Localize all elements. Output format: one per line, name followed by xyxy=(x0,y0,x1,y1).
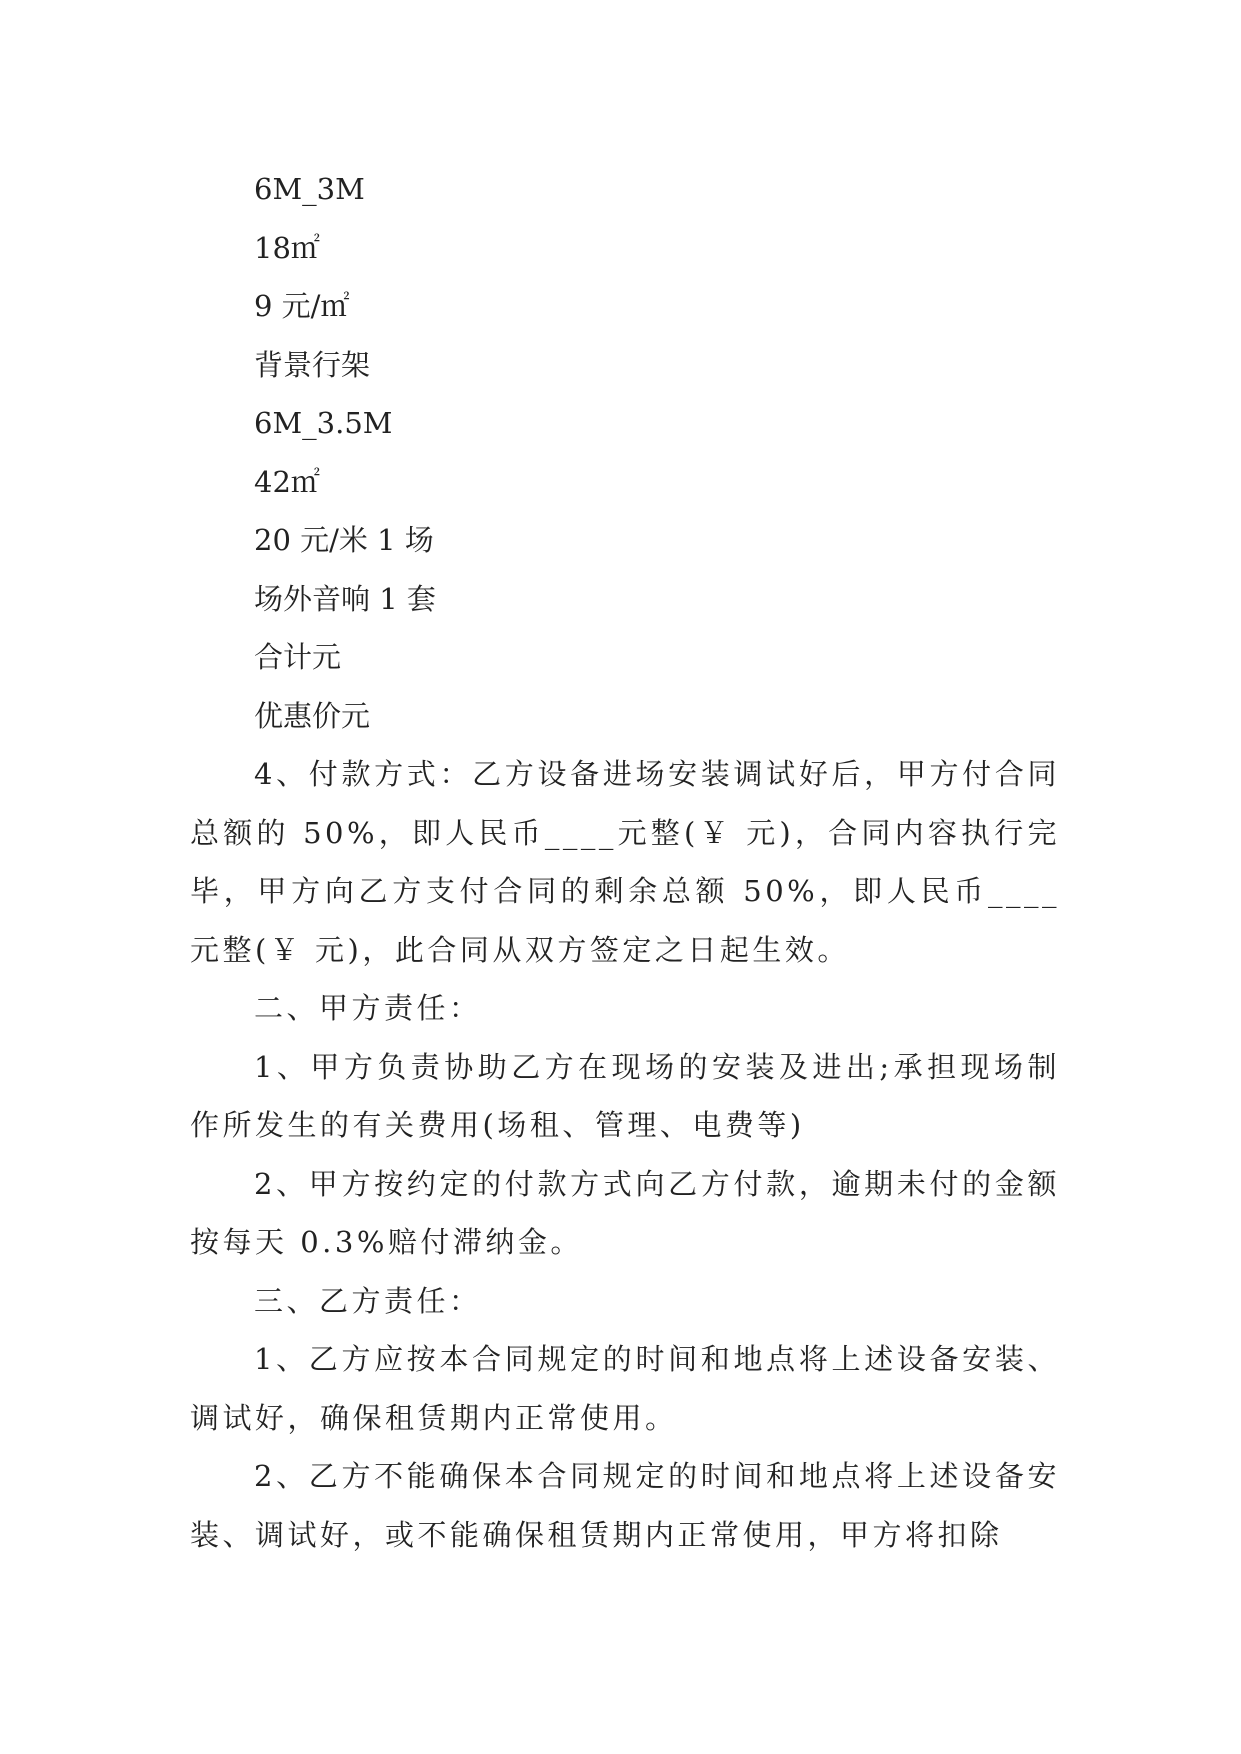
item-line: 18㎡ xyxy=(254,230,320,265)
item-line: 背景行架 xyxy=(254,347,371,382)
item-line: 场外音响 1 套 xyxy=(254,581,436,616)
party-b-heading: 三、乙方责任： xyxy=(254,1283,482,1318)
payment-terms-paragraph: 4、付款方式：乙方设备进场安装调试好后，甲方付合同总额的 50%，即人民币____元整(￥ 元)，合同内容执行完毕，甲方向乙方支付合同的剩余总额 50%，即人民币____元整(￥ 元)，此合同从双方签定之日起生效。 xyxy=(190,757,1060,967)
item-line: 6M_3.5M xyxy=(254,406,393,440)
item-line: 优惠价元 xyxy=(254,698,371,733)
party-a-clause-2: 2、甲方按约定的付款方式向乙方付款，逾期未付的金额按每天 0.3%赔付滞纳金。 xyxy=(190,1166,1060,1259)
item-line: 合计元 xyxy=(254,640,342,674)
item-line: 20 元/米 1 场 xyxy=(254,523,434,557)
document-body xyxy=(190,160,1060,1564)
party-b-clause-2: 2、乙方不能确保本合同规定的时间和地点将上述设备安装、调试好，或不能确保租赁期内正常使用，甲方将扣除 xyxy=(190,1459,1060,1552)
party-b-clause-1: 1、乙方应按本合同规定的时间和地点将上述设备安装、调试好，确保租赁期内正常使用。 xyxy=(190,1342,1060,1435)
item-line: 9 元/㎡ xyxy=(254,289,350,323)
item-line: 6M_3M xyxy=(254,172,365,206)
item-line: 42㎡ xyxy=(254,464,320,499)
party-a-heading: 二、甲方责任： xyxy=(254,991,482,1025)
party-a-clause-1: 1、甲方负责协助乙方在现场的安装及进出;承担现场制作所发生的有关费用(场租、管理、电费等) xyxy=(190,1049,1060,1142)
